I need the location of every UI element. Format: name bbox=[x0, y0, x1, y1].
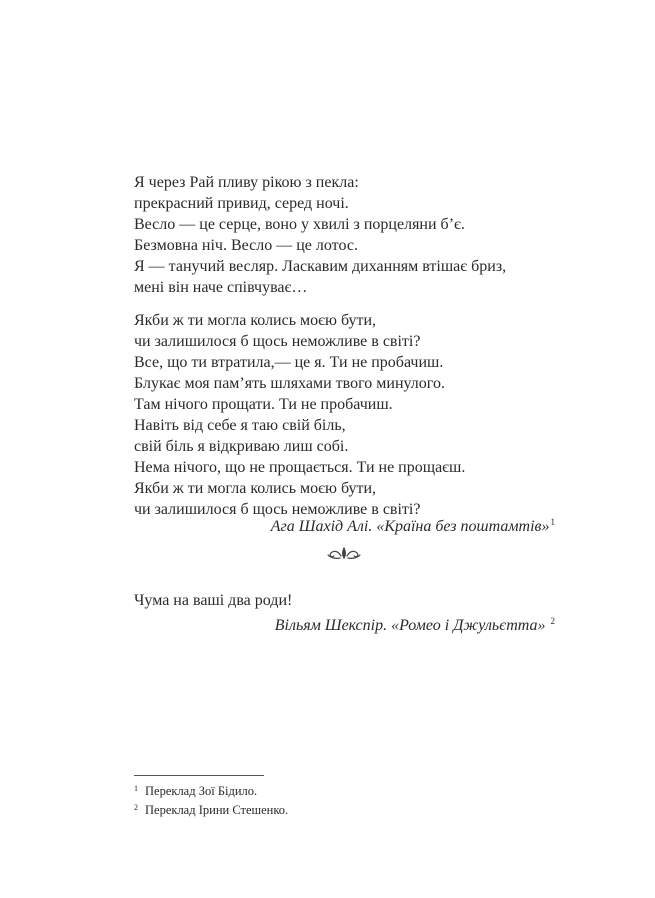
epigraph-line: Чума на ваші два роди! bbox=[134, 592, 293, 609]
footnote-number: 2 bbox=[134, 803, 138, 812]
poem-line: Якби ж ти могла колись моєю бути, bbox=[134, 312, 377, 329]
poem-line: мені він наче співчуває… bbox=[134, 279, 308, 296]
poem-line: Якби ж ти могла колись моєю бути, bbox=[134, 480, 377, 497]
fleuron-ornament-icon bbox=[326, 545, 362, 561]
poem-line: Нема нічого, що не прощається. Ти не прощаєш. bbox=[134, 459, 466, 476]
poem-line: Там нічого прощати. Ти не пробачиш. bbox=[134, 396, 393, 413]
footnote-text: Переклад Зої Бідило. bbox=[145, 784, 258, 798]
poem-line: Все, що ти втратила,— це я. Ти не пробачиш. bbox=[134, 354, 444, 371]
attribution-text: Ага Шахід Алі. «Країна без поштамтів» bbox=[270, 518, 550, 535]
footnote-text: Переклад Ірини Стешенко. bbox=[145, 803, 289, 817]
footnote-mark: 2 bbox=[550, 616, 555, 626]
poem-line: Я — танучий весляр. Ласкавим диханням втішає бриз, bbox=[134, 258, 507, 275]
poem-line: Навіть від себе я таю свій біль, bbox=[134, 417, 346, 434]
attribution-1 bbox=[271, 512, 555, 537]
footnote-divider bbox=[134, 775, 264, 776]
poem-line: Блукає моя пам’ять шляхами твого минулого. bbox=[134, 375, 445, 392]
footnote bbox=[134, 781, 257, 799]
poem-line: Безмовна ніч. Весло — це лотос. bbox=[134, 237, 358, 254]
footnote-number: 1 bbox=[134, 784, 138, 793]
footnote bbox=[134, 800, 288, 818]
attribution-text: Вільям Шекспір. «Ромео і Джульєтта» bbox=[274, 617, 546, 634]
attribution-2 bbox=[275, 611, 555, 636]
footnote-mark: 1 bbox=[550, 517, 555, 527]
poem-line: чи залишилося б щось неможливе в світі? bbox=[134, 333, 421, 350]
poem-line: прекрасний привид, серед ночі. bbox=[134, 195, 349, 212]
poem-line: Весло — це серце, воно у хвилі з порцеляни б’є. bbox=[134, 216, 465, 233]
poem-line: чи залишилося б щось неможливе в світі? bbox=[134, 501, 421, 518]
poem-stanza-2 bbox=[134, 310, 564, 520]
poem-line: свій біль я відкриваю лиш собі. bbox=[134, 438, 349, 455]
poem-stanza-1 bbox=[134, 172, 564, 298]
epigraph-2 bbox=[134, 590, 564, 611]
poem-line: Я через Рай пливу рікою з пекла: bbox=[134, 174, 359, 191]
